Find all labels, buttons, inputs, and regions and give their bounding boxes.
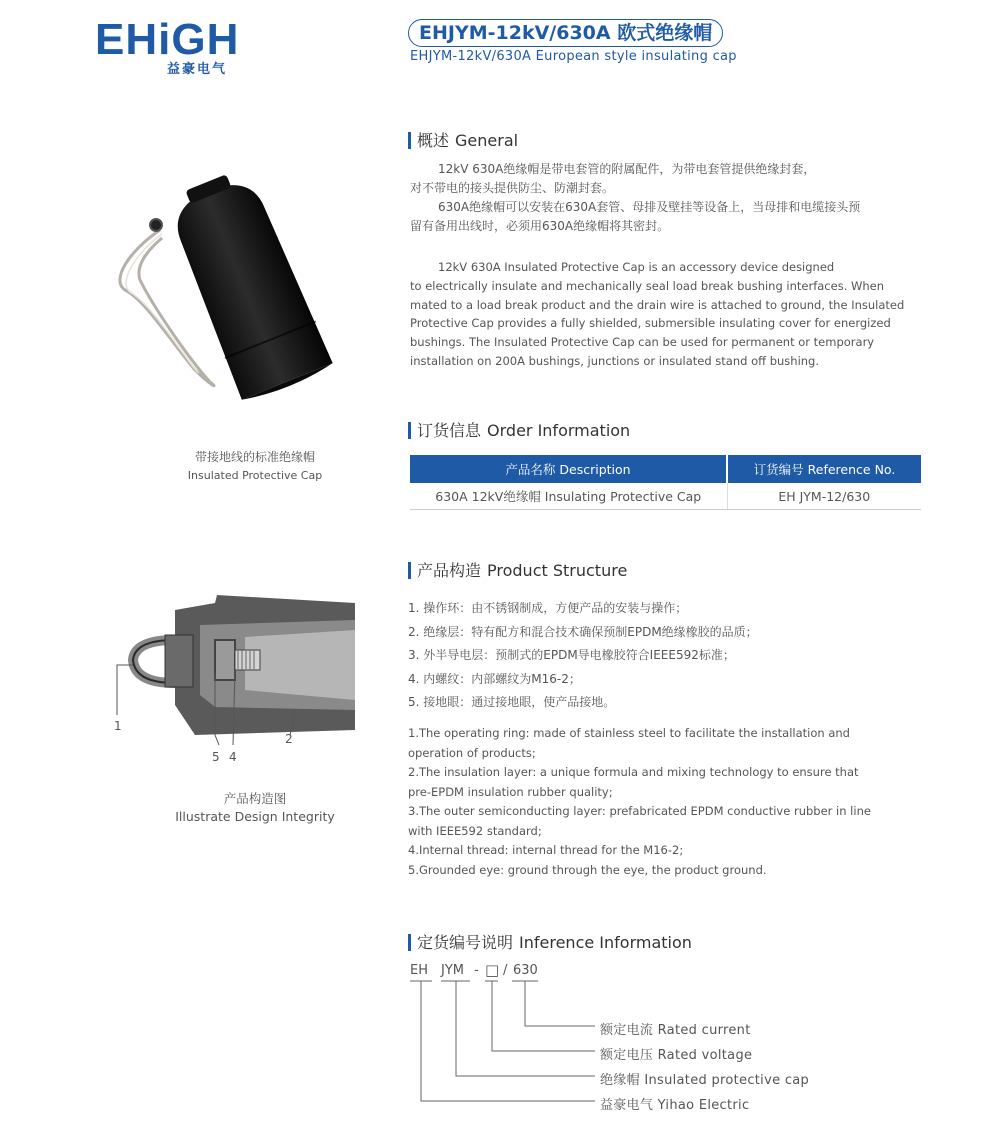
heading-bar [408,562,411,579]
paragraph: 留有备用出线时，必须用630A绝缘帽将其密封。 [410,219,670,233]
section-heading-structure [408,561,627,581]
heading-cn: 概述 [417,131,450,150]
code-part-630: 630 [513,963,538,978]
order-table [410,455,921,510]
code-leader-lines [400,978,600,1108]
insulating-cap-photo [110,170,370,420]
column-header: 产品名称 Description [410,455,727,483]
text-line: 12kV 630A Insulated Protective Cap is an accessory device designed [438,260,835,274]
table-cell: EH JYM-12/630 [727,483,921,510]
heading-en: Inference Information [519,933,692,952]
diagram-label-4: 4 [229,750,237,764]
table-row [410,483,921,510]
text-line: 1.The operating ring: made of stainless steel to facilitate the installation and [408,726,850,740]
text-line: pre-EPDM insulation rubber quality; [408,784,613,799]
list-item: 4. 内螺纹：内部螺纹为M16-2； [408,671,581,686]
company-logo: EHiGH [95,15,240,64]
diagram-label-1: 1 [114,719,122,733]
section-heading-order [408,421,630,441]
list-item: 1. 操作环：由不锈钢制成，方便产品的安装与操作； [408,601,688,615]
text-line: installation on 200A bushings, junctions or insulated stand off bushing. [410,353,820,368]
text-line: Protective Cap provides a fully shielded, submersible insulating cover for energized [410,316,891,331]
section-heading-general [408,131,518,151]
code-part-jym: JYM [441,963,464,978]
code-voltage-box: □ [485,961,500,979]
structure-caption-en: Illustrate Design Integrity [175,809,335,824]
legend-rated-voltage: 额定电压 Rated voltage [600,1048,753,1063]
list-item: 3. 外半导电层：预制式的EPDM导电橡胶符合IEEE592标准； [408,648,735,662]
text-line: bushings. The Insulated Protective Cap can be used for permanent or temporary [410,335,875,350]
heading-en: Order Information [487,421,631,440]
structure-cn-list [408,597,928,715]
general-cn-text [410,160,930,236]
legend-yihao-electric: 益豪电气 Yihao Electric [600,1098,750,1113]
heading-bar [408,132,411,149]
company-logo-subtitle: 益豪电气 [167,62,228,77]
heading-cn: 产品构造 [417,561,482,580]
product-image-caption-cn: 带接地线的标准绝缘帽 [194,450,315,464]
list-item: 5. 接地眼：通过接地眼，使产品接地。 [408,695,616,709]
structure-en-list [408,724,928,880]
page-subtitle: EHJYM-12kV/630A European style insulating cap [410,49,737,64]
text-line: 3.The outer semiconducting layer: prefabricated EPDM conductive rubber in line [408,804,871,818]
text-line: to electrically insulate and mechanically seal load break bushing interfaces. When [410,278,885,293]
heading-en: Product Structure [487,561,628,580]
paragraph: 12kV 630A绝缘帽是带电套管的附属配件，为带电套管提供绝缘封套， [438,162,816,176]
product-image-caption-en: Insulated Protective Cap [187,469,323,482]
page-title: EHJYM-12kV/630A 欧式绝缘帽 [408,19,723,47]
text-line: operation of products; [408,745,536,760]
text-line: 5.Grounded eye: ground through the eye, the product ground. [408,862,767,877]
section-heading-inference [408,933,692,953]
heading-cn: 定货编号说明 [417,933,514,952]
code-slash: / [503,963,508,978]
code-part-eh: EH [410,963,428,978]
paragraph: 630A绝缘帽可以安装在630A套管、母排及壁挂等设备上，当母排和电缆接头预 [438,200,861,214]
general-en-text [410,258,930,371]
diagram-label-2: 2 [285,732,293,746]
legend-rated-current: 额定电流 Rated current [600,1023,751,1038]
list-item: 2. 绝缘层：特有配方和混合技术确保预制EPDM绝缘橡胶的品质； [408,624,758,639]
diagram-label-5: 5 [212,750,220,764]
structure-caption-cn: 产品构造图 [223,791,287,806]
paragraph: 对不带电的接头提供防尘、防潮封套。 [410,181,615,195]
column-header: 订货编号 Reference No. [727,455,921,483]
text-line: mated to a load break product and the drain wire is attached to ground, the Insulated [410,297,905,312]
text-line: 2.The insulation layer: a unique formula and mixing technology to ensure that [408,765,859,779]
table-cell: 630A 12kV绝缘帽 Insulating Protective Cap [410,483,727,510]
structure-diagram [105,595,360,770]
legend-insulated-cap: 绝缘帽 Insulated protective cap [600,1073,810,1088]
heading-cn: 订货信息 [417,421,482,440]
table-header-row [410,455,921,483]
heading-bar [408,934,411,951]
code-dash: - [474,963,479,978]
text-line: 4.Internal thread: internal thread for the M16-2; [408,843,684,857]
heading-bar [408,422,411,439]
heading-en: General [455,131,519,150]
text-line: with IEEE592 standard; [408,823,542,838]
